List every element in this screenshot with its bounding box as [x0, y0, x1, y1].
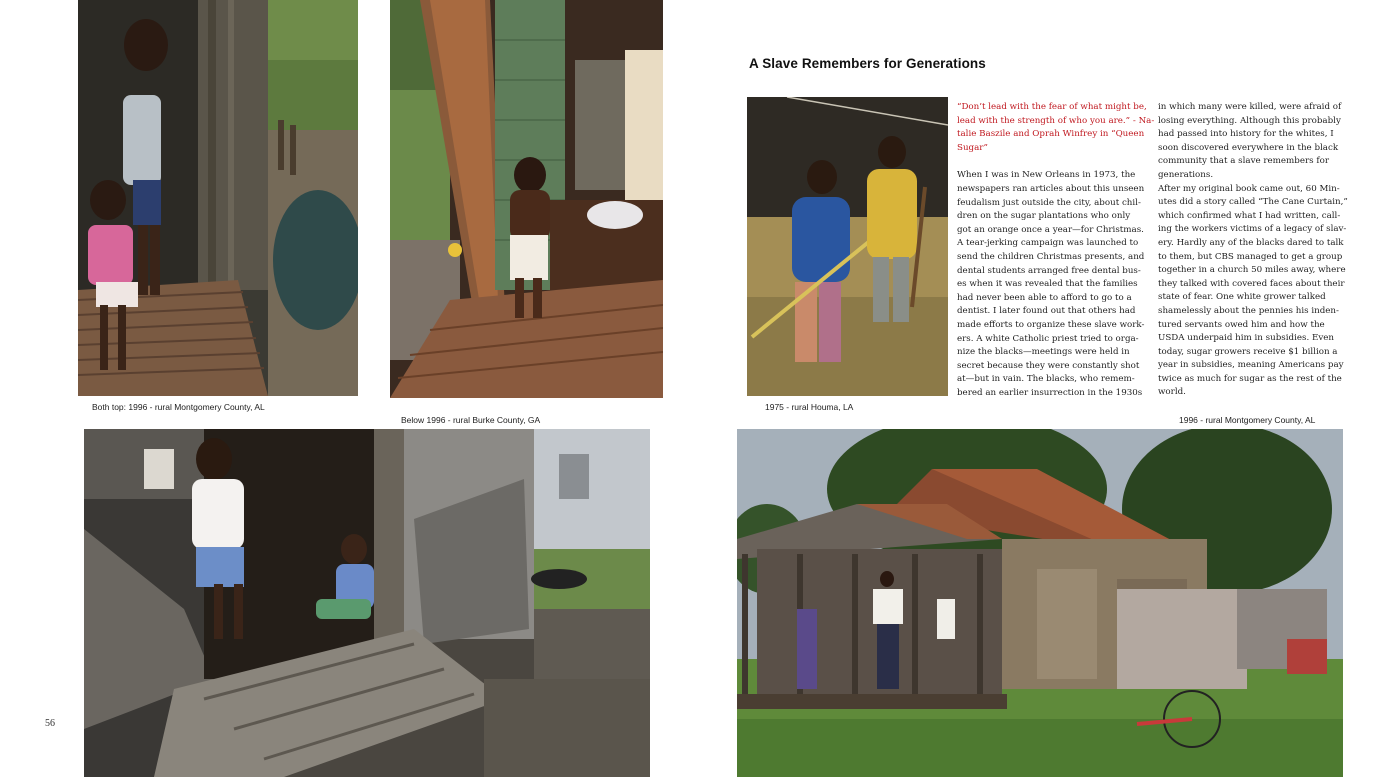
photo-children-on-porch — [84, 429, 650, 777]
text-line: A tear-jerking campaign was launched to — [957, 238, 1139, 249]
text-line: which confirmed what I had written, call- — [1158, 210, 1341, 221]
text-line: soon discovered everywhere in the black — [1158, 142, 1339, 153]
text-line: in which many were killed, were afraid of — [1158, 102, 1342, 112]
page-number: 56 — [45, 718, 55, 729]
photo-children-doorway — [78, 0, 358, 396]
quote-line: Sugar” — [957, 142, 988, 153]
text-line: they talked with covered faces about their — [1158, 278, 1345, 289]
text-line: ing the workers victims of a legacy of slav- — [1158, 224, 1347, 235]
quote-line: talie Baszile and Oprah Winfrey in “Queen — [957, 129, 1145, 140]
epigraph-quote — [957, 101, 1155, 155]
article-column-2 — [1158, 101, 1350, 400]
photo-boys-in-field — [747, 97, 948, 396]
body-paragraph-2 — [1158, 101, 1350, 400]
caption-top-left: Both top: 1996 - rural Montgomery County, AL — [92, 402, 265, 412]
text-line: got an orange once a year—for Christmas. — [957, 224, 1144, 235]
text-line: today, sugar growers receive $1 billion a — [1158, 346, 1338, 357]
quote-line: lead with the strength of who you are.” - Na- — [957, 115, 1155, 126]
text-line: had never been able to afford to go to a — [957, 292, 1132, 303]
text-line: year in subsidies, meaning Americans pay — [1158, 360, 1344, 371]
caption-bottom-left: Below 1996 - rural Burke County, GA — [401, 415, 541, 425]
text-line: losing everything. Although this probably — [1158, 115, 1341, 126]
text-line: After my original book came out, 60 Min- — [1158, 183, 1340, 194]
caption-houma: 1975 - rural Houma, LA — [765, 402, 854, 412]
text-line: shamelessly about the pennies his inden- — [1158, 305, 1339, 316]
caption-bottom-right: 1996 - rural Montgomery County, AL — [1179, 415, 1316, 425]
text-line: twice as much for sugar as the rest of the — [1158, 373, 1342, 384]
text-line: newspapers ran articles about this unseen — [957, 183, 1145, 194]
text-line: state of fear. One white grower talked — [1158, 292, 1326, 303]
text-line: es when it was revealed that the families — [957, 279, 1138, 290]
body-paragraph-1 — [957, 169, 1149, 400]
text-line: generations. — [1158, 169, 1214, 180]
text-line: tured servants owed him and how the — [1158, 319, 1325, 330]
text-line: dren on the sugar plantations who only — [957, 211, 1131, 222]
article-title: A Slave Remembers for Generations — [749, 56, 986, 71]
article-column-1 — [957, 101, 1155, 400]
quote-line: “Don’t lead with the fear of what might be, — [957, 102, 1147, 112]
text-line: feudalism just outside the city, about chil- — [957, 197, 1141, 208]
photo-child-at-sink — [390, 0, 663, 398]
text-line: ery. Hardly any of the blacks dared to talk — [1158, 237, 1344, 248]
text-line: USDA underpaid him in subsidies. Even — [1158, 333, 1334, 344]
text-line: secret because they were constantly shot — [957, 360, 1140, 371]
text-line: community that a slave remembers for — [1158, 156, 1329, 167]
text-line: dental students arranged free dental bus- — [957, 265, 1141, 276]
text-line: to them, but CBS managed to get a group — [1158, 251, 1343, 262]
text-line: nize the blacks—meetings were held in — [957, 347, 1130, 358]
text-line: send the children Christmas presents, and — [957, 251, 1145, 262]
text-line: together in a church 50 miles away, where — [1158, 265, 1346, 276]
text-line: dentist. I later found out that others had — [957, 306, 1136, 317]
text-line: world. — [1158, 387, 1186, 398]
text-line: utes did a story called “The Cane Curtain,” — [1158, 197, 1348, 208]
text-line: When I was in New Orleans in 1973, the — [957, 170, 1136, 181]
text-line: bered an earlier insurrection in the 1930s — [957, 387, 1143, 398]
text-line: at—but in vain. The blacks, who remem- — [957, 374, 1135, 385]
text-line: had passed into history for the whites, I — [1158, 129, 1334, 140]
text-line: made efforts to organize these slave work- — [957, 319, 1145, 330]
text-line: ers. A white Catholic priest tried to orga- — [957, 333, 1139, 344]
photo-shack — [737, 429, 1343, 777]
